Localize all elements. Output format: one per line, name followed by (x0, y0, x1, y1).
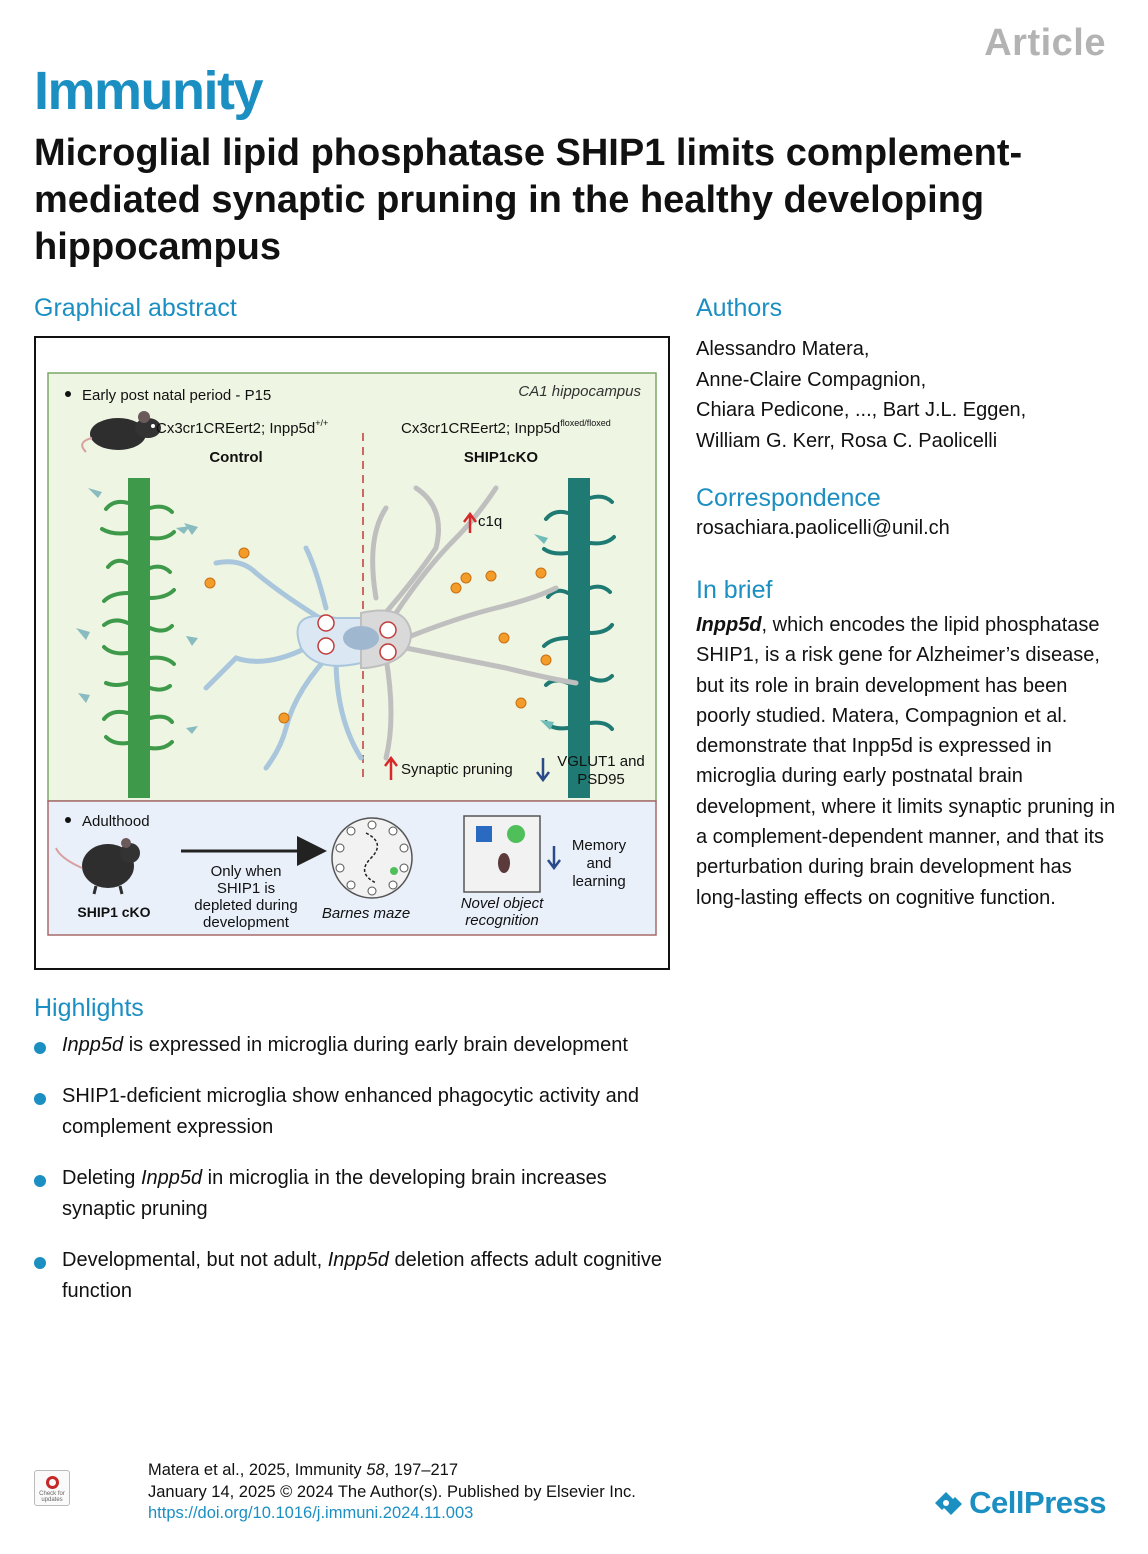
check-updates-label: Check for updates (39, 1491, 65, 1503)
adulthood-label: Adulthood (82, 813, 150, 830)
citation-line (148, 1460, 636, 1482)
gene-name: Inpp5d (140, 1167, 203, 1189)
date-line: January 14, 2025 © 2024 The Author(s). Published by Elsevier Inc. (148, 1482, 636, 1501)
publisher-name: CellPress (969, 1485, 1106, 1520)
memory-label: Memory (571, 837, 627, 854)
cellpress-icon (931, 1488, 965, 1518)
bullet-icon (65, 817, 71, 823)
bullet-icon (65, 391, 71, 397)
period-label: Early post natal period - P15 (82, 387, 272, 404)
author-line: Anne-Claire Compagnion, (696, 368, 927, 391)
vglut-label: VGLUT1 and (557, 753, 645, 770)
cko-genotype: Cx3cr1CREert2; $Inpp5d^{floxed/floxed}$ (401, 418, 611, 437)
gene-name: Inpp5d (62, 1034, 124, 1056)
highlights-heading: Highlights (34, 994, 144, 1022)
barnes-maze-icon (332, 818, 412, 898)
author-list (696, 334, 1116, 456)
doi-link[interactable]: https://doi.org/10.1016/j.immuni.2024.11.003 (148, 1504, 474, 1522)
check-for-updates-badge[interactable] (34, 1470, 70, 1506)
authors-heading: Authors (696, 294, 783, 322)
novel-object-label: recognition (465, 912, 539, 929)
in-brief-body: , which encodes the lipid phosphatase SHIP1, is a risk gene for Alzheimer’s disease, but its role in brain development has been poorly studied. Matera, Compagnion et al. demonstrate that Inpp5d is expressed in microglia during early postnatal brain development, where it limits synaptic pruning in a complement-dependent manner, and that its perturbation during brain development has long-lasting effects on cognitive function. (696, 614, 1116, 909)
citation-footer (148, 1460, 636, 1525)
cellpress-logo[interactable] (931, 1485, 1106, 1521)
article-type-label: Article (984, 22, 1106, 64)
author-line: Alessandro Matera, (696, 338, 870, 360)
pruning-label: Synaptic pruning (401, 761, 513, 778)
bullet-icon (34, 1175, 46, 1187)
check-updates-icon (46, 1476, 59, 1489)
barnes-label: Barnes maze (321, 905, 411, 922)
graphical-abstract (34, 336, 670, 970)
gene-name: Inpp5d (696, 614, 762, 636)
highlight-text: Deleting (62, 1167, 141, 1189)
highlight-item (34, 1245, 684, 1307)
novel-object-icon (464, 816, 540, 892)
graphical-abstract-figure (36, 338, 668, 968)
author-line: William G. Kerr, Rosa C. Paolicelli (696, 429, 998, 452)
bullet-icon (34, 1257, 46, 1269)
condition-text: depleted during (194, 897, 298, 914)
highlight-item (34, 1163, 684, 1225)
c1q-label: c1q (478, 513, 503, 530)
region-label: CA1 hippocampus (518, 383, 641, 400)
bullet-icon (34, 1093, 46, 1105)
journal-name[interactable]: Immunity (34, 61, 263, 121)
author-line: Chiara Pedicone, ..., Bart J.L. Eggen, (696, 399, 1027, 421)
article-title: Microglial lipid phosphatase SHIP1 limits complement-mediated synaptic pruning in the healthy developing hippocampus (34, 132, 1023, 268)
bullet-icon (34, 1042, 46, 1054)
highlight-text: SHIP1-deficient microglia show enhanced phagocytic activity and complement expression (62, 1085, 639, 1138)
correspondence-heading: Correspondence (696, 484, 881, 512)
psd95-label: PSD95 (577, 771, 625, 788)
citation-pages: , 197–217 (384, 1461, 459, 1479)
gene-name: Inpp5d (327, 1249, 389, 1271)
citation-text: Matera et al., 2025, Immunity (148, 1461, 367, 1479)
highlight-text: Developmental, but not adult, (62, 1249, 328, 1271)
in-brief-heading: In brief (696, 576, 773, 604)
condition-text: Only when (210, 863, 282, 880)
condition-text: development (203, 914, 289, 931)
correspondence-email[interactable]: rosachiara.paolicelli@unil.ch (696, 517, 950, 539)
in-brief-text (696, 610, 1116, 913)
condition-text: SHIP1 is (216, 880, 276, 897)
control-genotype: Cx3cr1CREert2; Inpp5d+/+ (156, 418, 329, 437)
volume-number: 58 (366, 1461, 385, 1479)
highlights-list (34, 1030, 684, 1327)
highlight-item (34, 1030, 684, 1061)
novel-object-label: Novel object (460, 895, 544, 912)
cko-label: SHIP1cKO (463, 449, 539, 466)
highlight-item (34, 1081, 684, 1143)
memory-label: and (586, 855, 612, 872)
highlight-text: in microglia in the developing brain increases synaptic pruning (62, 1167, 607, 1220)
adult-mouse-label: SHIP1 cKO (77, 904, 151, 920)
highlight-text: deletion affects adult cognitive function (62, 1249, 663, 1302)
highlight-text: is expressed in microglia during early brain development (123, 1034, 628, 1056)
graphical-abstract-heading: Graphical abstract (34, 294, 237, 322)
memory-label: learning (572, 873, 626, 890)
nucleus-icon (343, 626, 379, 650)
control-label: Control (209, 449, 263, 466)
